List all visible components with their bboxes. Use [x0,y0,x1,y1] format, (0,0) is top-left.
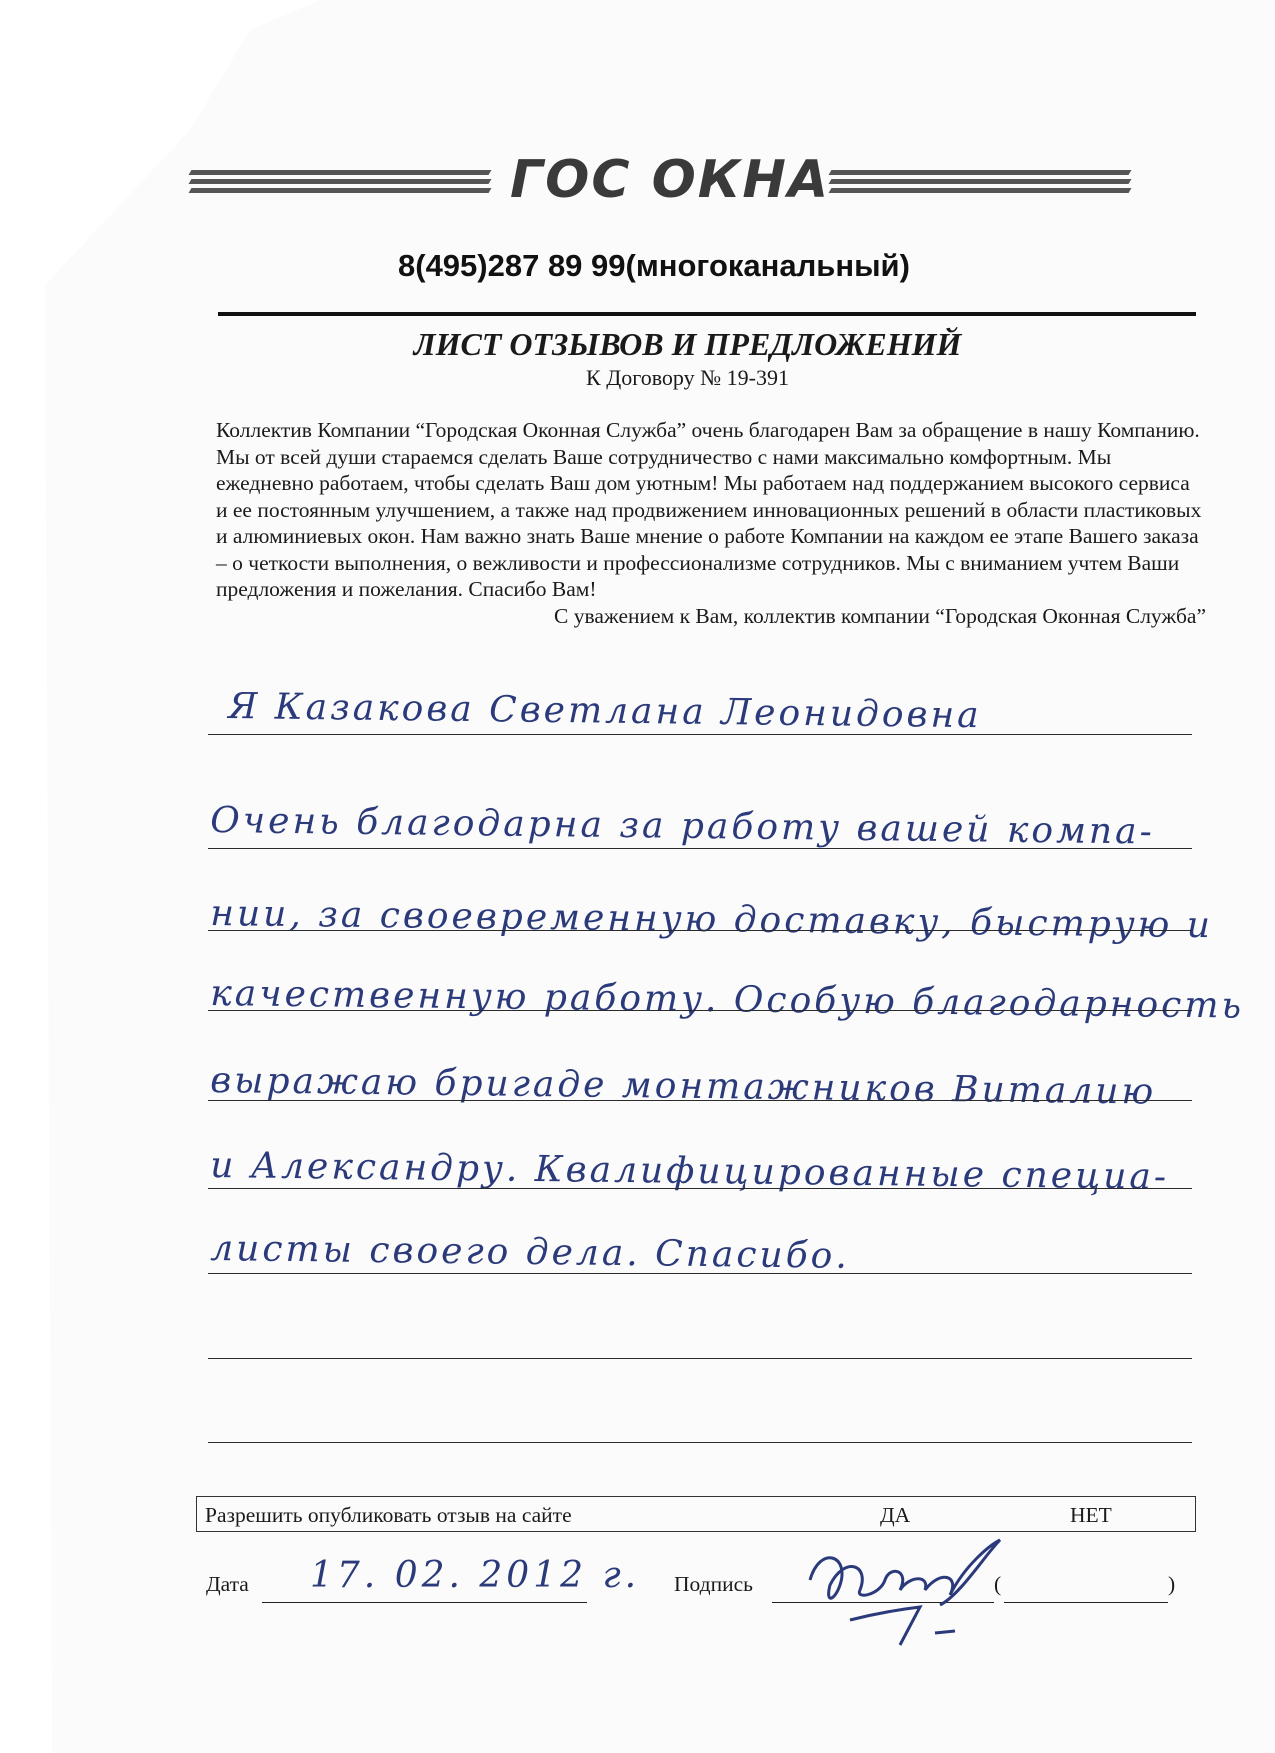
publish-permission-box [196,1496,1196,1532]
handwritten-line-7: листы своего дела. Спасибо. [210,1228,851,1277]
signature-label: Подпись [674,1572,753,1596]
writing-line-1 [208,734,1192,735]
handwritten-line-3: нии, за своевременную доставку, быструю и [210,893,1214,947]
handwritten-line-6: и Александру. Квалифицированные специа- [210,1145,1170,1198]
name-close-paren: ) [1168,1572,1176,1596]
writing-line-4 [208,1010,1192,1011]
publish-permission-label: Разрешить опубликовать отзыв на сайте [205,1503,572,1527]
date-line [262,1602,587,1603]
writing-line-8 [208,1358,1192,1359]
logo-stripes-left [190,168,490,198]
name-line [1004,1602,1168,1603]
writing-line-7 [208,1273,1192,1274]
name-open-paren: ( [994,1572,1002,1596]
publish-no-option[interactable]: НЕТ [1070,1503,1112,1527]
header-divider [218,312,1196,316]
handwritten-line-1: Я Казакова Светлана Леонидовна [228,686,982,737]
writing-line-9 [208,1442,1192,1443]
handwritten-signature [790,1535,1020,1655]
writing-line-3 [208,930,1192,931]
phone-number: 8(495)287 89 99(многоканальный) [398,248,910,283]
logo-stripes-right [830,168,1130,198]
contract-reference: К Договору № 19-391 [586,365,789,390]
intro-signature: С уважением к Вам, коллектив компании “Городская Оконная Служба” [554,603,1206,628]
company-logo: ГОС ОКНА [510,150,831,210]
writing-line-5 [208,1100,1192,1101]
intro-text: Коллектив Компании “Городская Оконная Служба” очень благодарен Вам за обращение в нашу Компанию. Мы от всей души стараемся сделать Ваше сотрудничество с нами максимально комфортным. Мы ежедневно работаем, чтобы сделать Ваш дом уютным! Мы работаем над поддержанием высокого сервиса и ее постоянным улучшением, а также над продвижением инновационных решений в области пластиковых и алюминиевых окон. Нам важно знать Ваше мнение о работе Компании на каждом ее этапе Вашего заказа – о четкости выполнения, о вежливости и профессионализме сотрудников. Мы с вниманием учтем Ваши предложения и пожелания. Спасибо Вам! [216,418,1202,601]
handwritten-line-5: выражаю бригаде монтажников Виталию [210,1060,1157,1113]
handwritten-line-4: качественную работу. Особую благодарность [210,973,1245,1027]
writing-line-6 [208,1188,1192,1189]
date-value: 17. 02. 2012 г. [310,1555,641,1596]
writing-line-2 [208,848,1192,849]
page-title: ЛИСТ ОТЗЫВОВ И ПРЕДЛОЖЕНИЙ [413,326,962,362]
date-label: Дата [206,1572,249,1596]
publish-yes-option[interactable]: ДА [880,1503,911,1527]
intro-paragraph [216,417,1206,629]
handwritten-line-2: Очень благодарна за работу вашей компа- [210,800,1156,853]
